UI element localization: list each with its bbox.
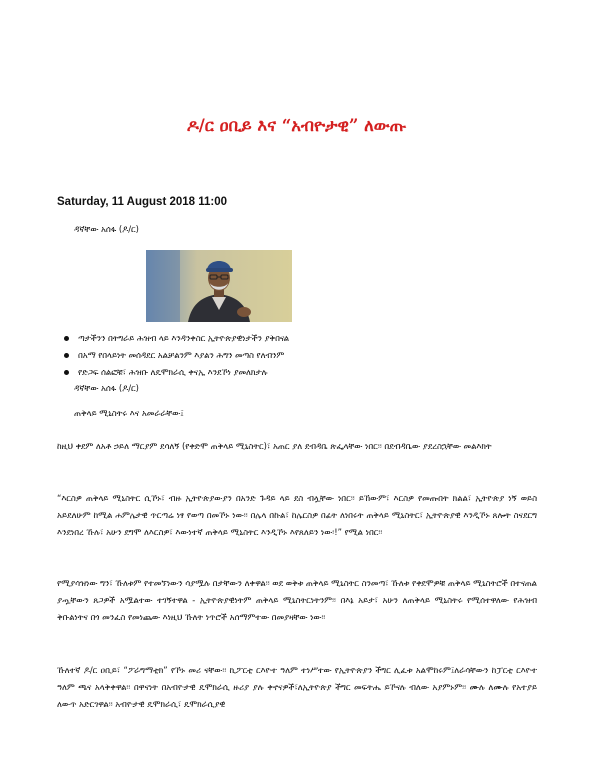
- paragraph: ኹለተኛ ዶ/ር ዐቢይ፣ “ፖራግማቲክ” የኾኑ መሪ ናቸው፡፡ ኪፖርቲ ርእዮተ ዓለም ተነሥተው የኢትዮጵያን ችግር ሊፈቱ አልሞከሩም፤ለራሳቸውን ከፓርቲ ርእዮተ ዓለም ጫና አላቅቀዋል፡፡ በዋናነት በአብዮታዊ ዴሞክራሲ ዙሪያ ያሉ ቀኖናዎች፣ለኢትዮጵያ ችግር መፍትሔ ይኾናሉ ብለው አያምኑም፡፡ ሙሉ ለሙሉ የአተያይ ለውጥ አድርገዋል፡፡ አብዮታዊ ዴሞክራሲ፣ ዴሞክራሲያዊ: [57, 665, 537, 709]
- bullet-icon: [64, 370, 69, 375]
- highlights-list: [62, 330, 532, 381]
- bullet-icon: [64, 336, 69, 341]
- list-item: ጣታችንን በትግራይ ሕዝብ ላይ እንዳንቀስር ኢትዮጵያዊነታችን ያቅበናል: [62, 330, 532, 347]
- publish-date: Saturday, 11 August 2018 11:00: [57, 196, 228, 208]
- author-byline-repeat: ዳኛቸው አሰፋ (ዶ/ር): [74, 383, 139, 393]
- list-item: በአማ የበላይነት መሰዳደር አልቻልንም እያልን ሕግን መጣስ የለብንም: [62, 347, 532, 364]
- article-title: ዶ/ር ዐቢይ እና “አብዮታዊ” ለውጡ: [186, 116, 407, 135]
- paragraph: “እርስዎ ጠቅላይ ሚኒስትር ሲኾኑ፣ ብዙ ኢትዮጵያውያን በአንድ ጉዳይ ላይ ደስ ብሏቸው ነበር፡፡ ይኸውም፣ እርስዎ የመጡበት ክልል፣ ኢትዮጵያ ነኝ ወይስ አይደለሁም ከሚል ሐምሌታዊ ጥርጣሬ ነፃ የወጣ በመኾኑ ነው፡፡ በሌላ በኩል፣ ከሌርስዎ በፊት ለነበሩት ጠቅላይ ሚኒስትር፣ ኢትዮጵያዊ እንዲኾኑ ጸሎት ስናደርግ እንደነበረ ኹሉ፣ አሁን ደግሞ ለእርስዎ፣ እውነተኛ ጠቅላይ ሚኒስትር እንዲኾኑ እየጸለይን ነው፡!” የሚል ነበር፡፡: [57, 493, 537, 537]
- section-subheading: ጠቅላይ ሚኒስትሩ እና አመራራቸው፤: [74, 408, 184, 418]
- list-item: የድጋፍ ሰልፎቹ፣ ሕዝቡ ለዴሞክራሲ ቀናኢ እንደኾነ ያመለክታሉ: [62, 364, 532, 381]
- author-photo: [146, 250, 292, 322]
- paragraph: የሚያሳዝነው ግን፣ ኹለቱም የተመኘነውን ሳያሟሉ በታቸውን ለቀዋል፡፡ ወደ ወቅቱ ጠቅላይ ሚኒስትር ስንመጣ፣ ኹለቱ የቀደሞዎቹ ጠቅላይ ሚኒስትሮች በተናጠል ያጧቸውን ጸጋዎች አሟልተው ተገኝተዋል - ኢትዮጵያዊነትም ጠቅላይ ሚኒስትርነትንም፡፡ በእኔ አይታ፣ አሁን ለጠቅላይ ሚኒስትሩ የሚሰተዋለው የሕዝብ ቅቡልነትና በጎ መንፈስ የመነጨው እነዚህ ኹለት ነጥሮች አሰማምተው በመያዛቸው ነው፡፡: [57, 578, 537, 622]
- paragraph: ከዚህ ቀደም ለአቶ ኃይለ ማርያም ደሳለኝ (የቀድሞ ጠቅላይ ሚኒስትር)፣ አጠር ያለ ደብዳቤ ጽፌላቸው ነበር፡፡ በደብዳቤው ያደረስኋቸው መልእክት: [57, 441, 492, 451]
- author-byline: ዳኛቸው አሰፋ (ዶ/ር): [74, 224, 139, 234]
- bullet-icon: [64, 353, 69, 358]
